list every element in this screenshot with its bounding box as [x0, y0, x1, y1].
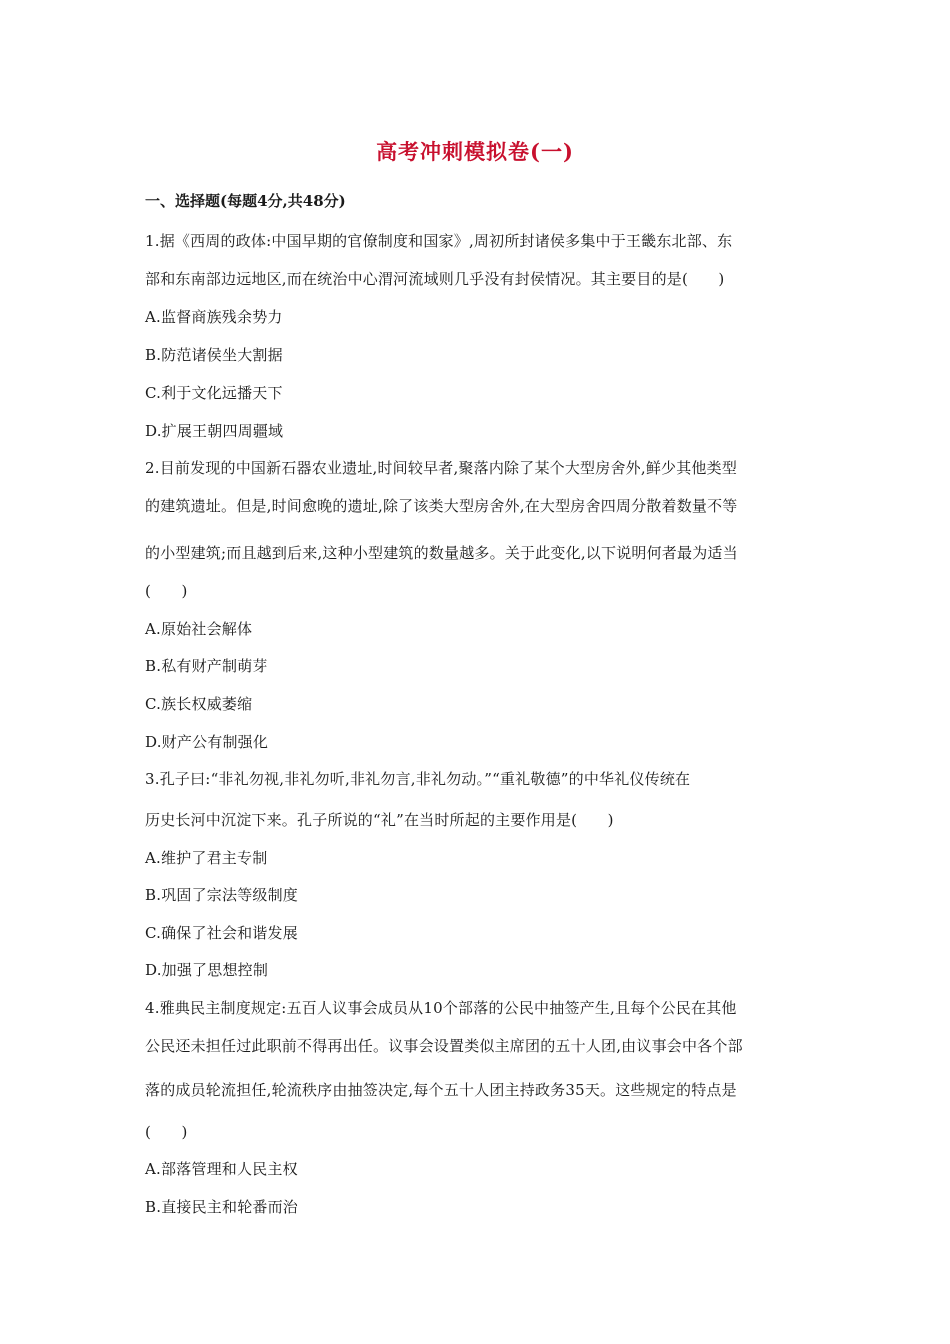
q3-stem-line-2: 历史长河中沉淀下来。孔子所说的“礼”在当时所起的主要作用是( ): [145, 811, 614, 829]
q3-option-d: D.加强了思想控制: [145, 961, 269, 979]
q4-option-b: B.直接民主和轮番而治: [145, 1198, 298, 1216]
q1-stem-line-2: 部和东南部边远地区,而在统治中心渭河流域则几乎没有封侯情况。其主要目的是( ): [145, 270, 725, 288]
q2-option-a: A.原始社会解体: [145, 620, 253, 638]
q4-option-a: A.部落管理和人民主权: [145, 1160, 298, 1178]
q2-stem-line-1: 2.目前发现的中国新石器农业遗址,时间较早者,聚落内除了某个大型房舍外,鲜少其他类型: [145, 459, 738, 477]
q4-stem-line-1: 4.雅典民主制度规定:五百人议事会成员从10个部落的公民中抽签产生,且每个公民在其他: [145, 999, 737, 1017]
q2-stem-line-3: 的小型建筑;而且越到后来,这种小型建筑的数量越多。关于此变化,以下说明何者最为适当: [145, 544, 738, 562]
q4-stem-line-4: ( ): [145, 1123, 188, 1141]
q1-option-d: D.扩展王朝四周疆域: [145, 422, 284, 440]
q2-option-d: D.财产公有制强化: [145, 733, 269, 751]
q1-stem-line-1: 1.据《西周的政体:中国早期的官僚制度和国家》,周初所封诸侯多集中于王畿东北部、东: [145, 232, 733, 250]
q3-option-a: A.维护了君主专制: [145, 849, 268, 867]
q3-option-c: C.确保了社会和谐发展: [145, 924, 298, 942]
q1-option-b: B.防范诸侯坐大割据: [145, 346, 283, 364]
q4-stem-line-2: 公民还未担任过此职前不得再出任。议事会设置类似主席团的五十人团,由议事会中各个部: [145, 1037, 743, 1055]
q4-stem-line-3: 落的成员轮流担任,轮流秩序由抽签决定,每个五十人团主持政务35天。这些规定的特点是: [145, 1081, 737, 1099]
page-title: 高考冲刺模拟卷(一): [376, 139, 574, 164]
q3-stem-line-1: 3.孔子曰:“非礼勿视,非礼勿听,非礼勿言,非礼勿动。”“重礼敬德”的中华礼仪传统在: [145, 770, 691, 788]
q1-option-a: A.监督商族残余势力: [145, 308, 283, 326]
q2-stem-line-4: ( ): [145, 582, 188, 600]
q2-stem-line-2: 的建筑遗址。但是,时间愈晚的遗址,除了该类大型房舍外,在大型房舍四周分散着数量不等: [145, 497, 738, 515]
section-heading: 一、选择题(每题4分,共48分): [145, 192, 346, 210]
q3-option-b: B.巩固了宗法等级制度: [145, 886, 298, 904]
q1-option-c: C.利于文化远播天下: [145, 384, 283, 402]
q2-option-c: C.族长权威萎缩: [145, 695, 253, 713]
q2-option-b: B.私有财产制萌芽: [145, 657, 268, 675]
